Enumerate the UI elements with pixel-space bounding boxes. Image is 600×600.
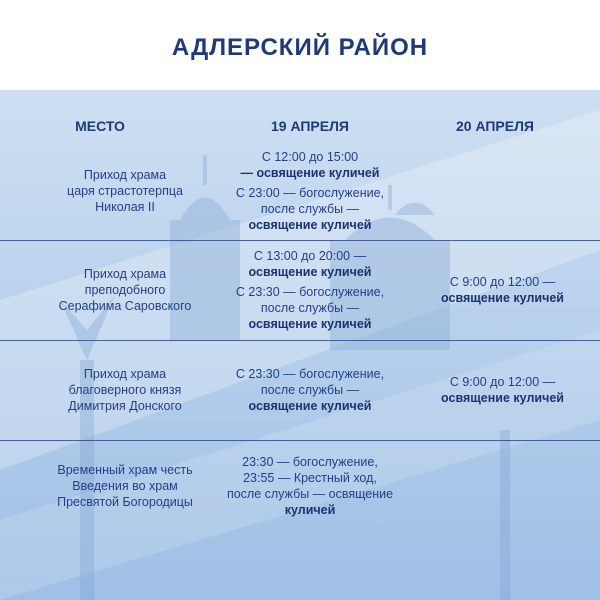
event-text: — освящение куличей xyxy=(240,166,380,180)
event-text: освящение куличей xyxy=(441,391,564,405)
time-text: С 23:30 — богослужение, xyxy=(235,367,385,381)
event-text: после службы — xyxy=(260,202,360,216)
april-19-cell xyxy=(215,241,405,339)
place-line: Николая II xyxy=(95,200,155,214)
event-text: 23:55 — Крестный ход, xyxy=(243,471,377,485)
event-text: освящение куличей xyxy=(248,317,372,331)
schedule-entry xyxy=(249,248,372,280)
schedule-entry xyxy=(241,149,380,181)
place-cell xyxy=(20,441,230,531)
place-cell xyxy=(20,241,230,339)
april-19-cell xyxy=(215,441,405,531)
schedule-entry xyxy=(227,454,393,518)
place-line: благоверного князя xyxy=(68,383,182,397)
schedule-entry xyxy=(236,366,384,414)
column-header-april-20: 20 АПРЕЛЯ xyxy=(455,118,534,134)
place-line: Приход храма xyxy=(83,267,167,281)
event-text: освящение куличей xyxy=(248,265,372,279)
schedule-entry xyxy=(236,185,384,233)
april-19-cell xyxy=(215,341,405,439)
event-text: после службы — xyxy=(260,383,360,397)
april-19-cell xyxy=(215,143,405,239)
event-text: после службы — xyxy=(260,301,360,315)
schedule-row xyxy=(0,241,600,339)
place-line: Пресвятой Богородицы xyxy=(57,495,193,509)
schedule-row xyxy=(0,441,600,531)
april-20-cell xyxy=(420,241,585,339)
column-header-april-19: 19 АПРЕЛЯ xyxy=(270,118,349,134)
schedule-row xyxy=(0,341,600,439)
april-20-cell xyxy=(420,441,585,531)
time-text: С 23:00 — богослужение, xyxy=(235,186,385,200)
time-text: С 23:30 — богослужение, xyxy=(235,285,385,299)
place-line: Приход храма xyxy=(83,367,167,381)
schedule-row xyxy=(0,143,600,239)
place-cell xyxy=(20,143,230,239)
april-20-cell xyxy=(420,143,585,239)
time-text: С 12:00 до 15:00 xyxy=(261,150,359,164)
time-text: С 13:00 до 20:00 — xyxy=(253,249,367,263)
event-text: куличей xyxy=(284,503,336,517)
april-20-cell xyxy=(420,341,585,439)
event-text: после службы — освящение xyxy=(226,487,394,501)
time-text: С 9:00 до 12:00 — xyxy=(449,275,556,289)
place-line: Димитрия Донского xyxy=(68,399,182,413)
place-line: Приход храма xyxy=(83,168,167,182)
schedule-entry xyxy=(236,284,384,332)
event-text: освящение куличей xyxy=(248,399,372,413)
place-line: Временный храм честь xyxy=(57,463,193,477)
time-text: 23:30 — богослужение, xyxy=(242,455,378,469)
place-line: царя страстотерпца xyxy=(67,184,183,198)
column-header-place: МЕСТО xyxy=(75,118,125,134)
event-text: освящение куличей xyxy=(248,218,372,232)
title-bar xyxy=(0,0,600,90)
place-line: преподобного xyxy=(84,283,166,297)
schedule-entry xyxy=(441,274,564,306)
place-line: Введения во храм xyxy=(72,479,178,493)
event-text: освящение куличей xyxy=(441,291,564,305)
schedule-entry xyxy=(441,374,564,406)
place-line: Серафима Саровского xyxy=(58,299,192,313)
time-text: С 9:00 до 12:00 — xyxy=(449,375,556,389)
place-cell xyxy=(20,341,230,439)
page-title: АДЛЕРСКИЙ РАЙОН xyxy=(171,34,429,61)
